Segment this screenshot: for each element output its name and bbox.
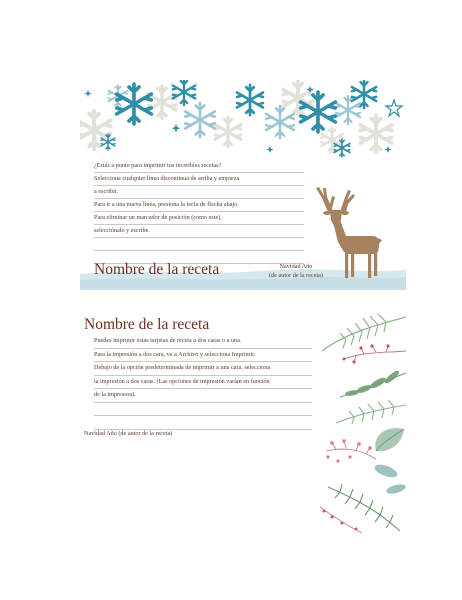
recipe-line[interactable]: Para la impresión a dos cara, ve a Archivo y selecciona Imprimir.	[94, 349, 312, 363]
recipe-author[interactable]	[255, 262, 337, 280]
recipe-line[interactable]: Debajo de la opción predeterminada de imprimir a una cara, selecciona	[94, 362, 312, 376]
recipe-line[interactable]: de la impresora).	[94, 389, 312, 403]
botanical-branches-icon	[316, 311, 406, 539]
recipe-line[interactable]: la impresión a dos caras. (Las opciones de impresión varían en función	[94, 376, 312, 390]
recipe-lines	[94, 160, 304, 264]
recipe-lines	[94, 335, 312, 430]
author-name: (de autor de la receta)	[269, 272, 323, 279]
recipe-line[interactable]: Para ir a una nueva línea, presiona la tecla de flecha abajo.	[94, 199, 304, 212]
recipe-card-botanical	[80, 311, 406, 539]
recipe-line[interactable]: Para eliminar un marcador de posición (como este),	[94, 212, 304, 225]
recipe-title[interactable]: Nombre de la receta	[94, 261, 220, 278]
recipe-line[interactable]: Selecciona cualquier línea discontinua de arriba y empieza	[94, 173, 304, 186]
recipe-line[interactable]: a escribir.	[94, 186, 304, 199]
recipe-line[interactable]: ¿Estás a punto para imprimir tus increíbles recetas?	[94, 160, 304, 173]
recipe-line[interactable]	[94, 416, 312, 430]
recipe-author[interactable]: Navidad Año (de autor de la receta)	[84, 430, 173, 437]
author-holiday-year: Navidad Año	[279, 263, 313, 270]
snowflake-border	[80, 80, 406, 158]
recipe-line[interactable]: Puedes imprimir estas tarjetas de receta a dos caras o a una.	[94, 335, 312, 349]
recipe-line[interactable]	[94, 238, 304, 251]
recipe-line[interactable]	[94, 403, 312, 417]
recipe-line[interactable]: selecciónalo y escribe.	[94, 225, 304, 238]
recipe-card-winter	[80, 80, 406, 290]
recipe-title[interactable]: Nombre de la receta	[84, 316, 210, 333]
